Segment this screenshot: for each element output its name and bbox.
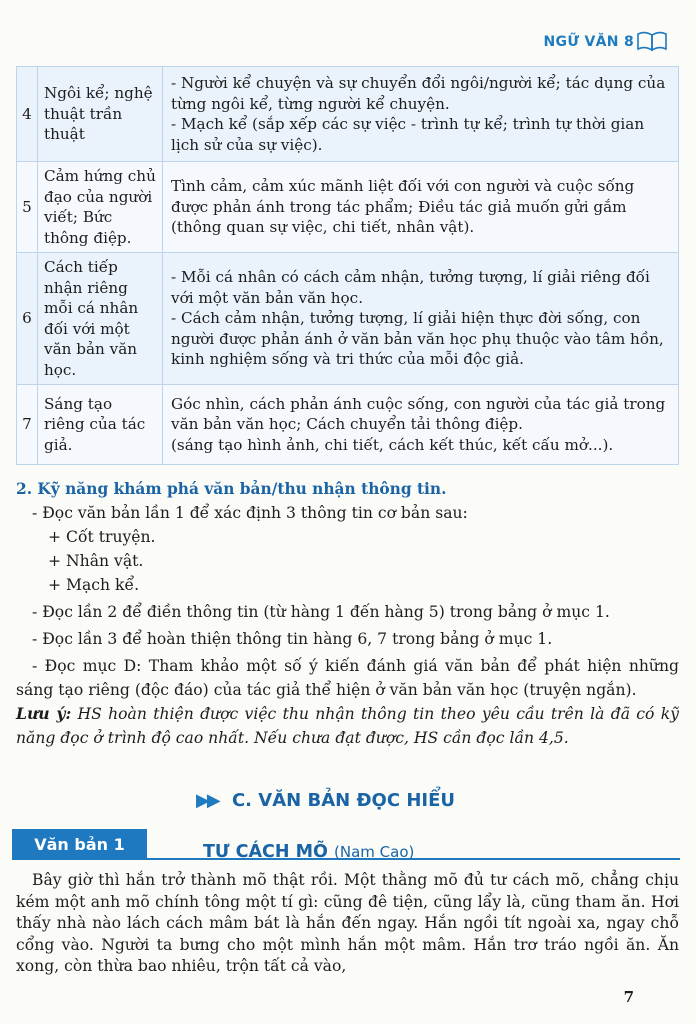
- double-arrow-icon: ▶▶: [196, 790, 218, 811]
- criterion-cell: Cảm hứng chủ đạo của người viết; Bức thông điệp.: [38, 162, 163, 253]
- description-line: - Mỗi cá nhân có cách cảm nhận, tưởng tượng, lí giải riêng đối với một văn bản văn học.: [171, 268, 650, 307]
- note: [16, 702, 679, 750]
- criterion-cell: Ngôi kể; nghệ thuật trần thuật: [38, 67, 163, 162]
- list-item: + Mạch kể.: [48, 576, 140, 594]
- text-badge: Văn bản 1: [12, 829, 147, 859]
- criteria-table: [16, 66, 679, 465]
- row-number: 7: [17, 385, 38, 465]
- description-line: - Mạch kể (sắp xếp các sự việc - trình tự kể; trình tự thời gian lịch sử của sự việc).: [171, 115, 645, 154]
- note-label: Lưu ý:: [16, 704, 72, 723]
- instruction-text: - Đọc mục D: Tham khảo một số ý kiến đánh giá văn bản để phát hiện những sáng tạo riêng (độc đáo) của tác giả thể hiện ở văn bản văn học (truyện ngắn).: [16, 657, 679, 699]
- description-cell: [163, 385, 679, 465]
- table-row: [17, 385, 679, 465]
- description-line: (sáng tạo hình ảnh, chi tiết, cách kết thúc, kết cấu mở...).: [171, 435, 614, 454]
- description-line: - Người kể chuyện và sự chuyển đổi ngôi/người kể; tác dụng của từng ngôi kể, từng người kể chuyện.: [171, 74, 666, 113]
- section-c-title: C. VĂN BẢN ĐỌC HIỂU: [231, 790, 455, 811]
- section-c-heading: [196, 790, 455, 811]
- row-number: 6: [17, 253, 38, 385]
- description-line: - Cách cảm nhận, tưởng tượng, lí giải hiện thực đời sống, con người được phản ánh ở văn bản văn học phụ thuộc vào tâm hồn, kinh nghiệm sống và tri thức của mỗi độc giả.: [171, 309, 664, 369]
- description-cell: [163, 253, 679, 385]
- row-number: 4: [17, 67, 38, 162]
- story-title: [203, 842, 414, 862]
- subject-label: NGỮ VĂN 8: [543, 34, 634, 50]
- row-number: 5: [17, 162, 38, 253]
- open-book-icon: [636, 30, 668, 52]
- criterion-cell: Cách tiếp nhận riêng mỗi cá nhân đối với một văn bản văn học.: [38, 253, 163, 385]
- section-reading-skills: [16, 477, 679, 750]
- table-row: [17, 67, 679, 162]
- story-author: (Nam Cao): [334, 843, 415, 861]
- description-line: Tình cảm, cảm xúc mãnh liệt đối với con người và cuộc sống được phản ánh trong tác phẩm; Điều tác giả muốn gửi gắm (thông quan sự việc, chi tiết, nhân vật).: [171, 177, 635, 237]
- description-cell: [163, 67, 679, 162]
- story-body: Bây giờ thì hắn trở thành mõ thật rồi. Một thằng mõ đủ tư cách mõ, chẳng chịu kém một anh mõ chính tông một tí gì: cũng đê tiện, cũng lẩy là, cũng tham ăn. Hơi thấy nhà nào lách cách mâm bát là hắn đến ngay. Hắn ngồi tít ngoài xa, ngay chỗ cổng vào. Người ta bưng cho một mình hắn một mâm. Hắn trơ tráo ngồi ăn. Ăn xong, còn thừa bao nhiêu, trộn tất cả vào,: [16, 871, 679, 975]
- instruction-line: - Đọc lần 3 để hoàn thiện thông tin hàng 6, 7 trong bảng ở mục 1.: [32, 630, 553, 648]
- page-number: 7: [623, 988, 634, 1006]
- list-item: + Nhân vật.: [48, 552, 144, 570]
- description-cell: [163, 162, 679, 253]
- list-item: + Cốt truyện.: [48, 528, 156, 546]
- instruction-line: - Đọc lần 2 để điền thông tin (từ hàng 1 đến hàng 5) trong bảng ở mục 1.: [32, 603, 610, 621]
- table-row: [17, 253, 679, 385]
- note-text: HS hoàn thiện được việc thu nhận thông tin theo yêu cầu trên là đã có kỹ năng đọc ở trình độ cao nhất. Nếu chưa đạt được, HS cần đọc lần 4,5.: [16, 705, 679, 747]
- instruction-line: - Đọc văn bản lần 1 để xác định 3 thông tin cơ bản sau:: [32, 504, 468, 522]
- instruction-line: [16, 654, 679, 702]
- section-title: 2. Kỹ năng khám phá văn bản/thu nhận thông tin.: [16, 480, 447, 498]
- description-line: Góc nhìn, cách phản ánh cuộc sống, con người của tác giả trong văn bản văn học; Cách chuyển tải thông điệp.: [171, 394, 666, 434]
- story-title-text: TƯ CÁCH MÕ: [203, 842, 328, 862]
- criterion-cell: Sáng tạo riêng của tác giả.: [38, 385, 163, 465]
- table-row: [17, 162, 679, 253]
